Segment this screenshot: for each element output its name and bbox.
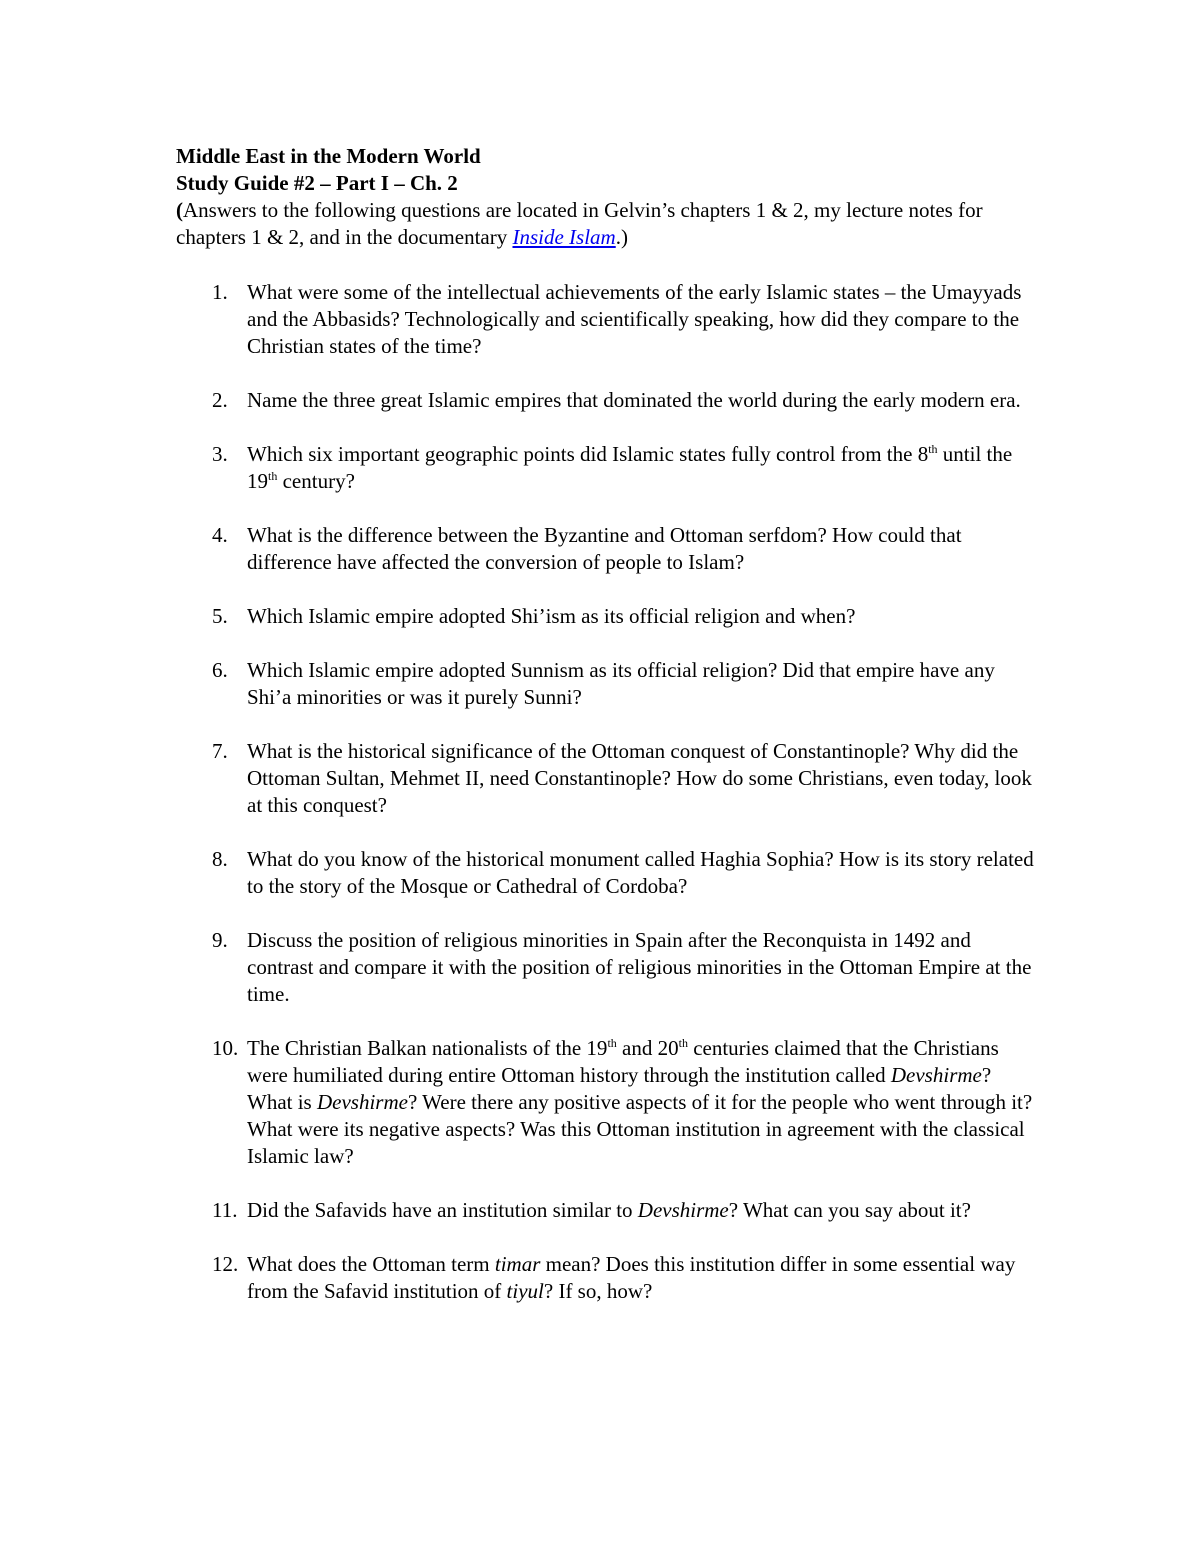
italic-term: Devshirme [890, 1063, 982, 1087]
superscript: th [928, 442, 938, 456]
intro-text-end: .) [615, 225, 628, 249]
question-text-run: mean? Does this institution differ in some essential way from the Safavid institution of [247, 1252, 1016, 1303]
question-text-run: century? [277, 469, 355, 493]
question-text-run: until the 19 [247, 442, 1013, 493]
question-text-run: Name the three great Islamic empires that dominated the world during the early modern era. [247, 388, 1021, 412]
question-number: 6. [212, 658, 228, 682]
intro-text: Answers to the following questions are located in Gelvin’s chapters 1 & 2, my lecture notes for chapters 1 & 2, and in the documentary [176, 198, 983, 249]
question-number: 8. [212, 847, 228, 871]
document-content [176, 143, 1036, 1332]
question-text [247, 523, 962, 574]
question-text-run: centuries claimed that the Christians were humiliated during entire Ottoman history through the institution called [247, 1036, 999, 1087]
question-text-run: What do you know of the historical monument called Haghia Sophia? How is its story related to the story of the Mosque or Cathedral of Cordoba? [247, 847, 1034, 898]
question-item [176, 738, 1036, 819]
italic-term: timar [494, 1252, 541, 1276]
question-text [247, 442, 1012, 493]
question-text [247, 1198, 971, 1222]
italic-term: Devshirme [637, 1198, 729, 1222]
italic-term: Devshirme [316, 1090, 408, 1114]
document-title: Middle East in the Modern World [176, 144, 481, 168]
question-text-run: What were some of the intellectual achievements of the early Islamic states – the Umayyads and the Abbasids? Technologically and scientifically speaking, how did they compare to the Christian states of the time? [247, 280, 1022, 358]
question-text-run: Discuss the position of religious minorities in Spain after the Reconquista in 1492 and contrast and compare it with the position of religious minorities in the Ottoman Empire at the time. [247, 928, 1032, 1006]
question-text-run: What does the Ottoman term [247, 1252, 495, 1276]
question-number: 10. [212, 1036, 239, 1060]
question-list [176, 279, 1036, 1305]
question-text [247, 739, 1032, 817]
question-number: 9. [212, 928, 228, 952]
question-number: 3. [212, 442, 228, 466]
question-text-run: ? What is [247, 1063, 992, 1114]
question-text [247, 1252, 1015, 1303]
question-text [247, 604, 855, 628]
question-number: 5. [212, 604, 228, 628]
question-text-run: and 20 [616, 1036, 679, 1060]
question-text-run: Which Islamic empire adopted Sunnism as its official religion? Did that empire have any Shi’a minorities or was it purely Sunni? [247, 658, 995, 709]
question-item [176, 1197, 1036, 1224]
question-text-run: Which six important geographic points did Islamic states fully control from the 8 [247, 442, 929, 466]
question-text-run: Did the Safavids have an institution similar to [247, 1198, 638, 1222]
question-item [176, 603, 1036, 630]
question-item [176, 279, 1036, 360]
intro-open-paren: ( [176, 198, 183, 222]
question-number: 4. [212, 523, 228, 547]
question-text-run: What is the historical significance of the Ottoman conquest of Constantinople? Why did the Ottoman Sultan, Mehmet II, need Constantinople? How do some Christians, even today, look at this conquest? [247, 739, 1032, 817]
question-item [176, 441, 1036, 495]
question-item [176, 927, 1036, 1008]
question-item [176, 387, 1036, 414]
superscript: th [607, 1036, 617, 1050]
superscript: th [268, 469, 278, 483]
question-item [176, 1251, 1036, 1305]
question-number: 11. [212, 1198, 238, 1222]
question-item [176, 846, 1036, 900]
question-number: 1. [212, 280, 228, 304]
question-text [247, 847, 1034, 898]
question-item [176, 1035, 1036, 1170]
question-text-run: Which Islamic empire adopted Shi’ism as its official religion and when? [247, 604, 856, 628]
question-item [176, 657, 1036, 711]
question-text-run: The Christian Balkan nationalists of the 19 [247, 1036, 608, 1060]
question-text-run: What is the difference between the Byzantine and Ottoman serfdom? How could that difference have affected the conversion of people to Islam? [247, 523, 962, 574]
italic-term: tiyul [506, 1279, 544, 1303]
question-number: 12. [212, 1252, 239, 1276]
question-text-run: ? Were there any positive aspects of it for the people who went through it? What were its negative aspects? Was this Ottoman institution in agreement with the classical Islamic law? [247, 1090, 1033, 1168]
superscript: th [678, 1036, 688, 1050]
question-text [247, 658, 995, 709]
question-text [247, 280, 1021, 358]
question-item [176, 522, 1036, 576]
question-text [247, 1036, 1032, 1168]
inside-islam-link[interactable]: Inside Islam [512, 225, 616, 249]
intro-paragraph [176, 197, 1036, 251]
question-number: 2. [212, 388, 228, 412]
question-text [247, 388, 1021, 412]
question-number: 7. [212, 739, 228, 763]
question-text [247, 928, 1031, 1006]
question-text-run: ? If so, how? [543, 1279, 653, 1303]
document-subtitle: Study Guide #2 – Part I – Ch. 2 [176, 171, 458, 195]
question-text-run: ? What can you say about it? [728, 1198, 971, 1222]
